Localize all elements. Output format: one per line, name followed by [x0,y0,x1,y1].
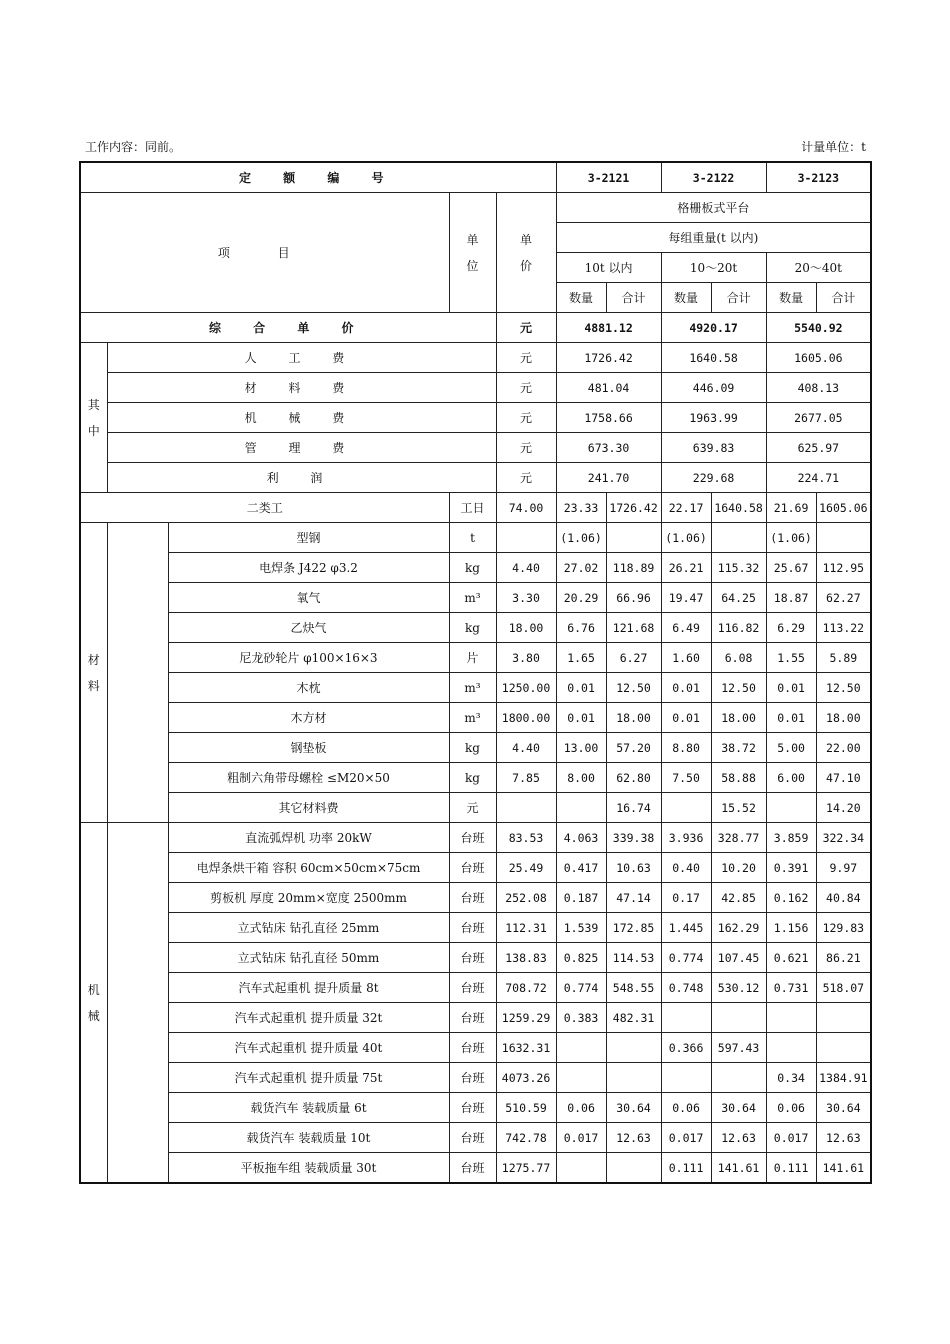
materials-price [496,523,556,553]
machinery-cell: 162.29 [711,913,766,943]
sum-header: 合计 [816,283,871,313]
materials-cell: 15.52 [711,793,766,823]
machinery-price: 252.08 [496,883,556,913]
breakdown-value: 446.09 [661,373,766,403]
materials-cell: 57.20 [606,733,661,763]
materials-unit: kg [449,733,496,763]
composite-price-row [80,313,871,343]
materials-cell: 16.74 [606,793,661,823]
machinery-price: 1275.77 [496,1153,556,1184]
machinery-name: 立式钻床 钻孔直径 25mm [168,913,449,943]
machinery-cell: 0.017 [766,1123,816,1153]
machinery-unit: 台班 [449,1033,496,1063]
breakdown-row [80,373,871,403]
materials-cell: (1.06) [556,523,606,553]
materials-name: 电焊条 J422 φ3.2 [168,553,449,583]
machinery-cell: 3.859 [766,823,816,853]
materials-row [80,613,871,643]
machinery-cell: 530.12 [711,973,766,1003]
item-name: 格栅板式平台 [556,193,871,223]
machinery-cell: 328.77 [711,823,766,853]
composite-price-label: 综 合 单 价 [80,313,496,343]
materials-cell [711,523,766,553]
materials-cell: 26.21 [661,553,711,583]
labor-cell: 1640.58 [711,493,766,523]
materials-cell: 62.27 [816,583,871,613]
machinery-row [80,1033,871,1063]
machinery-cell: 1.445 [661,913,711,943]
materials-row [80,553,871,583]
machinery-cell: 1.156 [766,913,816,943]
machinery-row [80,1063,871,1093]
qty-header: 数量 [556,283,606,313]
breakdown-unit: 元 [496,403,556,433]
machinery-cell [556,1153,606,1184]
machinery-cell: 86.21 [816,943,871,973]
materials-name: 粗制六角带母螺栓 ≤M20×50 [168,763,449,793]
machinery-cell: 482.31 [606,1003,661,1033]
machinery-unit: 台班 [449,973,496,1003]
machinery-cell: 0.06 [661,1093,711,1123]
materials-cell [606,523,661,553]
machinery-cell [606,1033,661,1063]
machinery-cell: 0.017 [661,1123,711,1153]
machinery-cell: 47.14 [606,883,661,913]
materials-cell: 20.29 [556,583,606,613]
materials-cell: 18.00 [711,703,766,733]
materials-cell: 13.00 [556,733,606,763]
breakdown-value: 224.71 [766,463,871,493]
machinery-cell: 518.07 [816,973,871,1003]
machinery-cell: 322.34 [816,823,871,853]
materials-cell: 0.01 [661,703,711,733]
materials-row [80,673,871,703]
materials-spacer [107,523,168,823]
materials-row [80,523,871,553]
materials-cell: 6.00 [766,763,816,793]
breakdown-value: 408.13 [766,373,871,403]
machinery-cell: 107.45 [711,943,766,973]
machinery-name: 直流弧焊机 功率 20kW [168,823,449,853]
materials-row [80,703,871,733]
machinery-cell: 0.621 [766,943,816,973]
breakdown-value: 1726.42 [556,343,661,373]
machinery-cell [711,1003,766,1033]
machinery-price: 138.83 [496,943,556,973]
machinery-unit: 台班 [449,1093,496,1123]
materials-name: 型钢 [168,523,449,553]
materials-unit: 元 [449,793,496,823]
materials-cell: 25.67 [766,553,816,583]
machinery-unit: 台班 [449,943,496,973]
materials-unit: kg [449,763,496,793]
materials-price: 4.40 [496,733,556,763]
breakdown-row [80,433,871,463]
machinery-name: 汽车式起重机 提升质量 40t [168,1033,449,1063]
materials-cell [556,793,606,823]
machinery-price: 1259.29 [496,1003,556,1033]
materials-price: 4.40 [496,553,556,583]
machinery-price: 708.72 [496,973,556,1003]
quota-no-1: 3-2121 [556,162,661,193]
materials-cell: 112.95 [816,553,871,583]
machinery-unit: 台班 [449,1003,496,1033]
materials-cell: 64.25 [711,583,766,613]
machinery-cell [766,1033,816,1063]
machinery-cell: 0.17 [661,883,711,913]
item-header: 项 目 [80,193,449,313]
materials-row [80,793,871,823]
materials-price: 7.85 [496,763,556,793]
machinery-name: 电焊条烘干箱 容积 60cm×50cm×75cm [168,853,449,883]
machinery-cell: 141.61 [711,1153,766,1184]
breakdown-row [80,403,871,433]
materials-cell: 6.08 [711,643,766,673]
labor-row [80,493,871,523]
materials-row [80,643,871,673]
machinery-cell: 0.06 [556,1093,606,1123]
materials-row [80,733,871,763]
machinery-cell: 0.017 [556,1123,606,1153]
sum-header: 合计 [606,283,661,313]
quota-no-label: 定 额 编 号 [80,162,556,193]
materials-cell: 8.00 [556,763,606,793]
materials-name: 氧气 [168,583,449,613]
materials-cell: 8.80 [661,733,711,763]
machinery-spacer [107,823,168,1184]
materials-cell: 19.47 [661,583,711,613]
breakdown-value: 639.83 [661,433,766,463]
breakdown-unit: 元 [496,463,556,493]
labor-cell: 23.33 [556,493,606,523]
materials-price: 18.00 [496,613,556,643]
machinery-unit: 台班 [449,853,496,883]
machinery-price: 25.49 [496,853,556,883]
machinery-unit: 台班 [449,1123,496,1153]
breakdown-unit: 元 [496,433,556,463]
machinery-cell: 597.43 [711,1033,766,1063]
materials-price: 3.80 [496,643,556,673]
materials-cell: 38.72 [711,733,766,763]
breakdown-value: 673.30 [556,433,661,463]
materials-name: 木枕 [168,673,449,703]
materials-cell: 6.27 [606,643,661,673]
materials-name: 其它材料费 [168,793,449,823]
machinery-cell: 1384.91 [816,1063,871,1093]
quota-no-row [80,162,871,193]
machinery-row [80,1093,871,1123]
machinery-name: 汽车式起重机 提升质量 75t [168,1063,449,1093]
machinery-cell: 129.83 [816,913,871,943]
breakdown-name: 利 润 [107,463,496,493]
composite-unit: 元 [496,313,556,343]
machinery-cell: 30.64 [711,1093,766,1123]
materials-cell: 1.60 [661,643,711,673]
machinery-name: 平板拖车组 装载质量 30t [168,1153,449,1184]
breakdown-unit: 元 [496,373,556,403]
labor-cell: 22.17 [661,493,711,523]
machinery-cell [556,1033,606,1063]
machinery-cell: 0.162 [766,883,816,913]
materials-cell: 0.01 [661,673,711,703]
materials-unit: kg [449,553,496,583]
materials-cell: 5.89 [816,643,871,673]
machinery-cell: 0.06 [766,1093,816,1123]
materials-price: 1250.00 [496,673,556,703]
machinery-cell [766,1003,816,1033]
machinery-cell [606,1153,661,1184]
materials-cell: 1.65 [556,643,606,673]
machinery-cell: 0.417 [556,853,606,883]
materials-cell [661,793,711,823]
of-which-label: 其 中 [80,343,107,493]
machinery-cell [711,1063,766,1093]
materials-label: 材 料 [80,523,107,823]
machinery-row [80,853,871,883]
work-content-label: 工作内容：同前。 [85,140,182,154]
machinery-cell: 0.748 [661,973,711,1003]
machinery-cell: 30.64 [606,1093,661,1123]
machinery-unit: 台班 [449,1063,496,1093]
materials-name: 木方材 [168,703,449,733]
breakdown-name: 人 工 费 [107,343,496,373]
materials-price: 1800.00 [496,703,556,733]
materials-cell: 12.50 [816,673,871,703]
group-weight-label: 每组重量(t 以内) [556,223,871,253]
materials-name: 尼龙砂轮片 φ100×16×3 [168,643,449,673]
composite-value: 4881.12 [556,313,661,343]
materials-unit: m³ [449,703,496,733]
breakdown-name: 管 理 费 [107,433,496,463]
materials-name: 乙炔气 [168,613,449,643]
machinery-cell: 0.187 [556,883,606,913]
machinery-price: 742.78 [496,1123,556,1153]
machinery-cell: 0.40 [661,853,711,883]
machinery-cell: 0.383 [556,1003,606,1033]
materials-cell: 118.89 [606,553,661,583]
machinery-unit: 台班 [449,823,496,853]
machinery-cell [661,1063,711,1093]
unit-of-measure-label: 计量单位：t [801,140,866,154]
materials-cell: 62.80 [606,763,661,793]
materials-cell: 121.68 [606,613,661,643]
materials-cell: 18.87 [766,583,816,613]
breakdown-value: 229.68 [661,463,766,493]
materials-cell [816,523,871,553]
machinery-cell: 12.63 [606,1123,661,1153]
sum-header: 合计 [711,283,766,313]
breakdown-value: 1758.66 [556,403,661,433]
materials-price: 3.30 [496,583,556,613]
machinery-price: 1632.31 [496,1033,556,1063]
range-1: 10t 以内 [556,253,661,283]
materials-row [80,583,871,613]
materials-cell: (1.06) [766,523,816,553]
machinery-cell: 0.774 [556,973,606,1003]
breakdown-value: 1640.58 [661,343,766,373]
quota-no-3: 3-2123 [766,162,871,193]
composite-value: 4920.17 [661,313,766,343]
materials-cell: 22.00 [816,733,871,763]
machinery-row [80,943,871,973]
materials-cell: 14.20 [816,793,871,823]
labor-price: 74.00 [496,493,556,523]
qty-header: 数量 [766,283,816,313]
labor-cell: 21.69 [766,493,816,523]
materials-cell: 7.50 [661,763,711,793]
machinery-cell: 12.63 [816,1123,871,1153]
machinery-cell: 114.53 [606,943,661,973]
machinery-price: 83.53 [496,823,556,853]
materials-cell: 6.49 [661,613,711,643]
materials-unit: m³ [449,673,496,703]
quota-table [79,161,872,1184]
machinery-cell [606,1063,661,1093]
materials-cell: (1.06) [661,523,711,553]
machinery-unit: 台班 [449,913,496,943]
machinery-cell: 0.34 [766,1063,816,1093]
machinery-cell: 42.85 [711,883,766,913]
machinery-cell: 0.111 [661,1153,711,1184]
range-3: 20～40t [766,253,871,283]
machinery-price: 112.31 [496,913,556,943]
machinery-cell: 40.84 [816,883,871,913]
machinery-name: 载货汽车 装载质量 6t [168,1093,449,1123]
labor-cell: 1726.42 [606,493,661,523]
machinery-cell: 0.825 [556,943,606,973]
materials-unit: kg [449,613,496,643]
labor-unit: 工日 [449,493,496,523]
machinery-row [80,1123,871,1153]
machinery-cell: 3.936 [661,823,711,853]
breakdown-value: 2677.05 [766,403,871,433]
machinery-row [80,1003,871,1033]
machinery-price: 510.59 [496,1093,556,1123]
machinery-label: 机 械 [80,823,107,1184]
materials-cell: 6.76 [556,613,606,643]
machinery-cell: 1.539 [556,913,606,943]
breakdown-name: 机 械 费 [107,403,496,433]
materials-cell: 1.55 [766,643,816,673]
materials-cell: 115.32 [711,553,766,583]
materials-cell: 27.02 [556,553,606,583]
materials-cell: 18.00 [816,703,871,733]
machinery-cell: 12.63 [711,1123,766,1153]
materials-cell: 116.82 [711,613,766,643]
machinery-cell: 10.20 [711,853,766,883]
machinery-row [80,1153,871,1184]
breakdown-value: 1963.99 [661,403,766,433]
header-row-1 [80,193,871,223]
machinery-row [80,823,871,853]
materials-row [80,763,871,793]
machinery-cell: 172.85 [606,913,661,943]
breakdown-unit: 元 [496,343,556,373]
unit-header: 单 位 [449,193,496,313]
materials-cell: 0.01 [556,673,606,703]
materials-cell: 18.00 [606,703,661,733]
materials-cell: 113.22 [816,613,871,643]
breakdown-value: 241.70 [556,463,661,493]
machinery-name: 载货汽车 装载质量 10t [168,1123,449,1153]
machinery-unit: 台班 [449,883,496,913]
materials-name: 钢垫板 [168,733,449,763]
machinery-name: 汽车式起重机 提升质量 8t [168,973,449,1003]
materials-cell: 66.96 [606,583,661,613]
materials-cell: 6.29 [766,613,816,643]
machinery-row [80,913,871,943]
machinery-name: 汽车式起重机 提升质量 32t [168,1003,449,1033]
breakdown-row [80,463,871,493]
machinery-cell: 10.63 [606,853,661,883]
range-2: 10～20t [661,253,766,283]
machinery-cell: 30.64 [816,1093,871,1123]
labor-cell: 1605.06 [816,493,871,523]
materials-cell [766,793,816,823]
breakdown-name: 材 料 费 [107,373,496,403]
quota-no-2: 3-2122 [661,162,766,193]
machinery-cell: 9.97 [816,853,871,883]
machinery-cell: 0.391 [766,853,816,883]
materials-unit: m³ [449,583,496,613]
breakdown-row [80,343,871,373]
materials-unit: 片 [449,643,496,673]
machinery-cell [556,1063,606,1093]
machinery-name: 剪板机 厚度 20mm×宽度 2500mm [168,883,449,913]
machinery-row [80,883,871,913]
breakdown-value: 625.97 [766,433,871,463]
price-header: 单 价 [496,193,556,313]
qty-header: 数量 [661,283,711,313]
machinery-row [80,973,871,1003]
machinery-cell [661,1003,711,1033]
machinery-cell: 141.61 [816,1153,871,1184]
machinery-cell: 0.111 [766,1153,816,1184]
materials-price [496,793,556,823]
materials-cell: 5.00 [766,733,816,763]
materials-cell: 12.50 [606,673,661,703]
materials-cell: 58.88 [711,763,766,793]
machinery-cell [816,1003,871,1033]
labor-name: 二类工 [80,493,449,523]
machinery-cell: 0.366 [661,1033,711,1063]
machinery-cell: 548.55 [606,973,661,1003]
machinery-price: 4073.26 [496,1063,556,1093]
composite-value: 5540.92 [766,313,871,343]
breakdown-value: 1605.06 [766,343,871,373]
machinery-cell: 0.731 [766,973,816,1003]
materials-cell: 0.01 [766,673,816,703]
machinery-unit: 台班 [449,1153,496,1184]
machinery-cell: 339.38 [606,823,661,853]
materials-unit: t [449,523,496,553]
machinery-name: 立式钻床 钻孔直径 50mm [168,943,449,973]
materials-cell: 12.50 [711,673,766,703]
machinery-cell: 0.774 [661,943,711,973]
materials-cell: 0.01 [556,703,606,733]
machinery-cell: 4.063 [556,823,606,853]
materials-cell: 0.01 [766,703,816,733]
machinery-cell [816,1033,871,1063]
breakdown-value: 481.04 [556,373,661,403]
materials-cell: 47.10 [816,763,871,793]
